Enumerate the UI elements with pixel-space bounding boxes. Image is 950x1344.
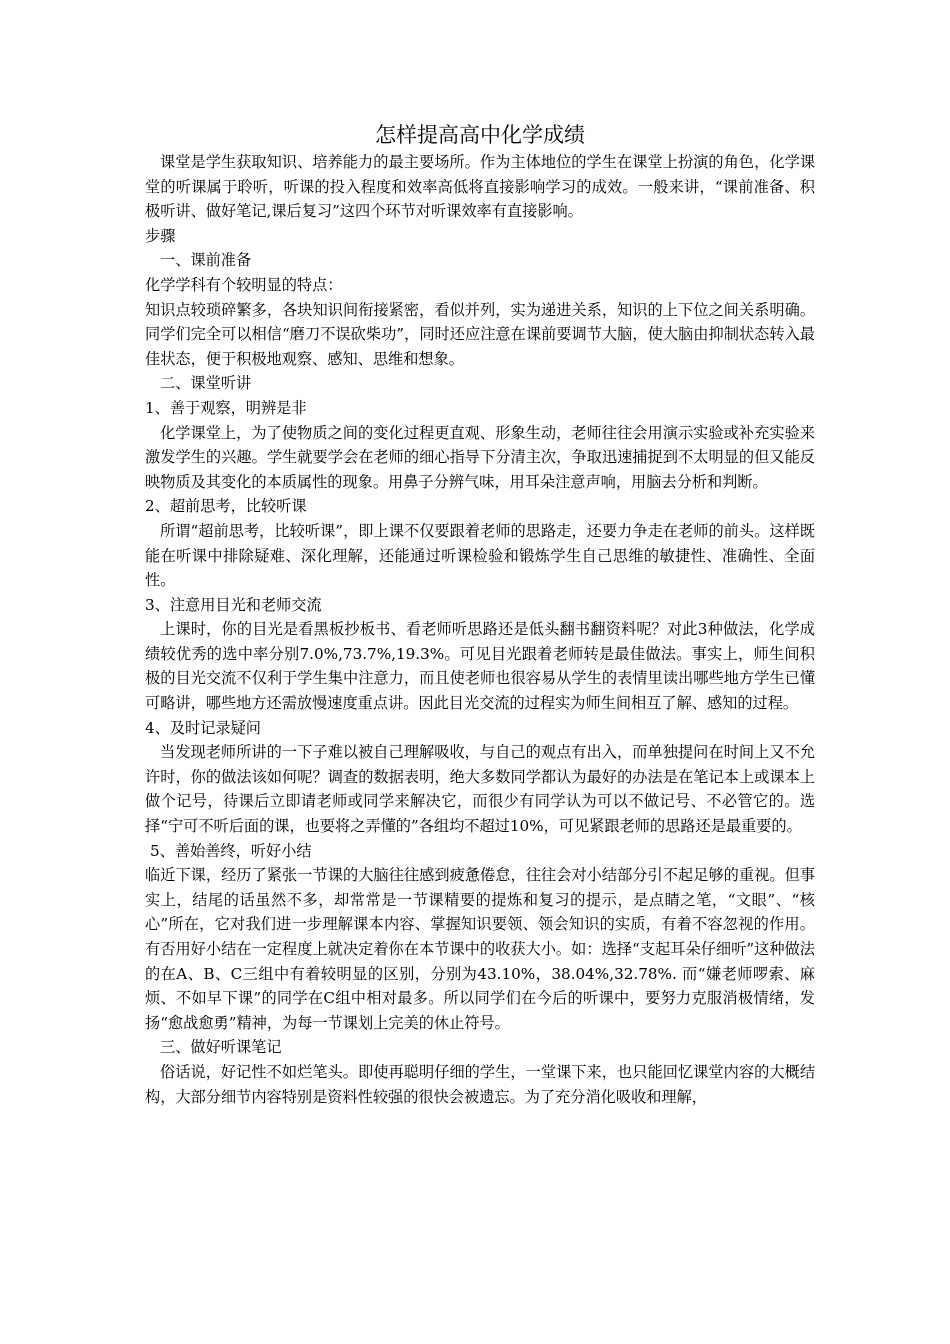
paragraph: 3、注意用目光和老师交流 [145,595,322,614]
paragraph: 三、做好听课笔记 [160,1038,282,1057]
paragraph: 二、课堂听讲 [160,374,252,393]
paragraph: 4、及时记录疑问 [145,718,261,737]
paragraph: 俗话说，好记性不如烂笔头。即使再聪明仔细的学生，一堂课下来，也只能回忆课堂内容的大概结构，大部分细节内容特别是资料性较强的很快会被遗忘。为了充分消化吸收和理解， [145,1062,815,1106]
paragraph: 化学课堂上，为了使物质之间的变化过程更直观、形象生动，老师往往会用演示实验或补充实验来激发学生的兴趣。学生就要学会在老师的细心指导下分清主次，争取迅速捕捉到不太明显的但又能反映物质及其变化的本质属性的现象。用鼻子分辨气味，用耳朵注意声响，用脑去分析和判断。 [145,423,815,491]
paragraph: 5、善始善终，听好小结 [150,841,312,860]
paragraph: 2、超前思考，比较听课 [145,497,307,516]
paragraph: 所谓“超前思考，比较听课”，即上课不仅要跟着老师的思路走，还要力争走在老师的前头。这样既能在听课中排除疑难、深化理解，还能通过听课检验和锻炼学生自己思维的敏捷性、准确性、全面性。 [145,521,815,590]
paragraph: 当发现老师所讲的一下子难以被自己理解吸收，与自己的观点有出入，而单独提问在时间上又不允许时，你的做法该如何呢？调查的数据表明，绝大多数同学都认为最好的办法是在笔记本上或课本上做个记号，待课后立即请老师或同学来解决它，而很少有同学认为可以不做记号、不必管它的。选择“宁可不听后面的课，也要将之弄懂的”各组均不超过10%，可见紧跟老师的思路还是最重要的。 [145,743,815,836]
paragraph: 课堂是学生获取知识、培养能力的最主要场所。作为主体地位的学生在课堂上扮演的角色，化学课堂的听课属于聆听，听课的投入程度和效率高低将直接影响学习的成效。一般来讲，“课前准备、积极听讲、做好笔记,课后复习”这四个环节对听课效率有直接影响。 [145,153,815,221]
paragraph: 临近下课，经历了紧张一节课的大脑往往感到疲惫倦怠，往往会对小结部分引不起足够的重视。但事实上，结尾的话虽然不多，却常常是一节课精要的提炼和复习的提示，是点睛之笔，“文眼”、“核心”所在，它对我们进一步理解课本内容、掌握知识要领、领会知识的实质，有着不容忽视的作用。有否用好小结在一定程度上就决定着你在本节课中的收获大小。如：选择“支起耳朵仔细听”这种做法的在A、B、C三组中有着较明显的区别，分别为43.10%，38.04%,32.78%. 而“嫌老师啰索、麻烦、不如早下课”的同学在C组中相对最多。所以同学们在今后的听课中，要努力克服消极情绪，发扬“愈战愈勇”精神，为每一节课划上完美的休止符号。 [145,866,815,1032]
paragraph: 化学学科有个较明显的特点： [145,275,343,294]
document-page [145,120,815,1109]
paragraph: 一、课前准备 [160,251,252,270]
paragraph: 1、善于观察，明辨是非 [145,398,307,417]
document-title: 怎样提高高中化学成绩 [375,123,585,147]
paragraph: 步骤 [145,226,176,245]
paragraph: 知识点较琐碎繁多，各块知识间衔接紧密，看似并列，实为递进关系，知识的上下位之间关系明确。同学们完全可以相信“磨刀不误砍柴功”，同时还应注意在课前要调节大脑，使大脑由抑制状态转入最佳状态，便于积极地观察、感知、思维和想象。 [145,300,815,368]
document-body [145,150,815,1109]
paragraph: 上课时，你的目光是看黑板抄板书、看老师听思路还是低头翻书翻资料呢？对此3种做法，化学成绩较优秀的选中率分别7.0%,73.7%,19.3%。可见目光跟着老师转是最佳做法。事实上，师生间积极的目光交流不仅利于学生集中注意力，而且使老师也很容易从学生的表情里读出哪些地方学生已懂可略讲，哪些地方还需放慢速度重点讲。因此目光交流的过程实为师生间相互了解、感知的过程。 [145,620,815,713]
